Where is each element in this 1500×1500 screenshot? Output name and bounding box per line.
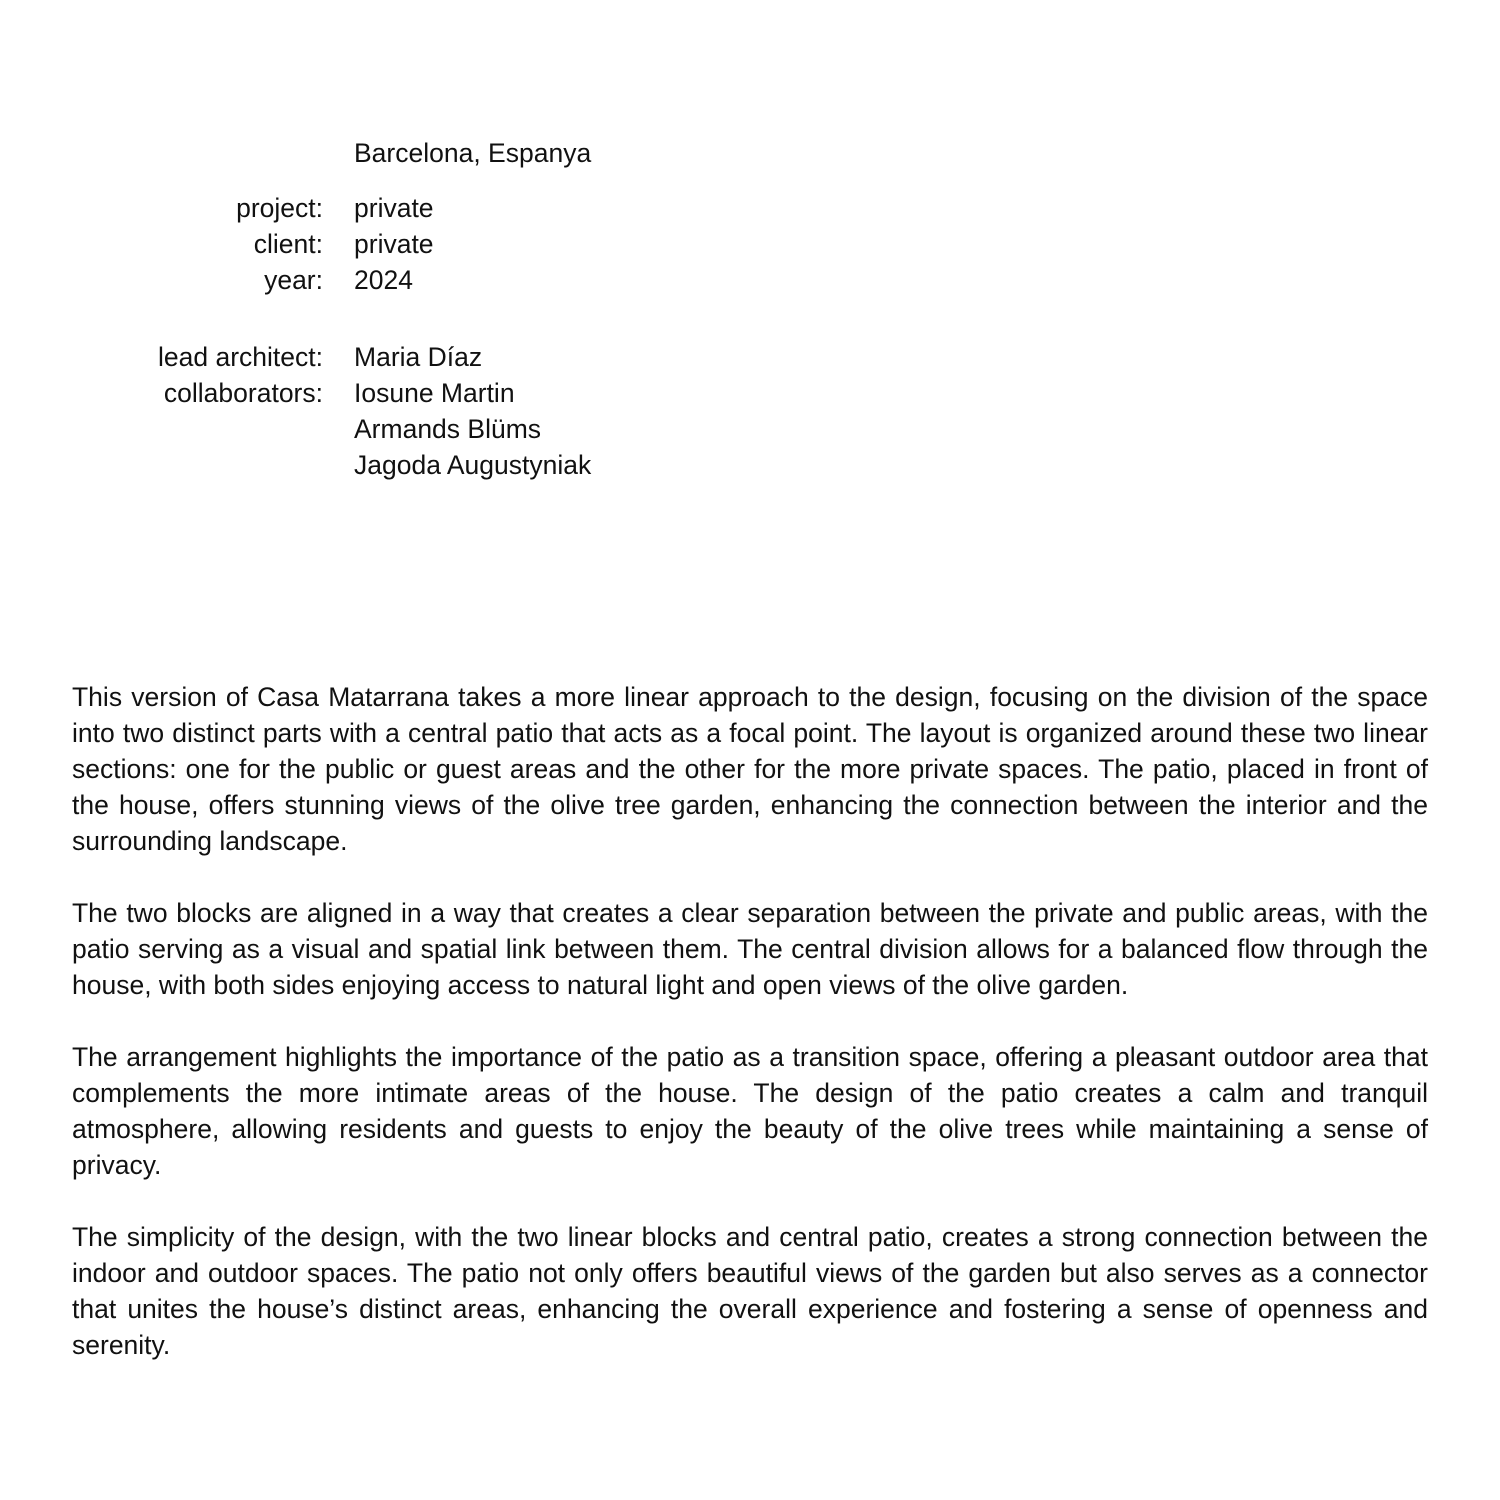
location-row: [0, 135, 1500, 171]
field-row-year: [0, 262, 1500, 298]
description-paragraph: The two blocks are aligned in a way that creates a clear separation between the private and public areas, with the patio serving as a visual and spatial link between them. The central division allows for a balanced flow through the house, with both sides enjoying access to natural light and open views of the olive garden.: [72, 898, 1428, 1000]
team-fields: [0, 339, 1500, 483]
project-description: [72, 679, 1428, 1363]
field-row-collaborators: [0, 375, 1500, 411]
field-value: Armands Blüms: [354, 414, 542, 444]
description-paragraph: This version of Casa Matarrana takes a more linear approach to the design, focusing on the division of the space into two distinct parts with a central patio that acts as a focal point. The layout is organized around these two linear sections: one for the public or guest areas and the other for the more private spaces. The patio, placed in front of the house, offers stunning views of the olive tree garden, enhancing the connection between the interior and the surrounding landscape.: [72, 682, 1428, 856]
description-paragraph: The arrangement highlights the importance of the patio as a transition space, offering a pleasant outdoor area that complements the more intimate areas of the house. The design of the patio creates a calm and tranquil atmosphere, allowing residents and guests to enjoy the beauty of the olive trees while maintaining a sense of privacy.: [72, 1042, 1428, 1180]
project-info-block: [0, 0, 1500, 483]
field-value: private: [354, 193, 434, 223]
field-label: project:: [236, 193, 323, 223]
project-fields: [0, 190, 1500, 298]
field-label: collaborators:: [163, 378, 323, 408]
field-row-collaborator-2: [0, 411, 1500, 447]
field-value: Jagoda Augustyniak: [354, 450, 592, 480]
field-label: lead architect:: [158, 342, 323, 372]
field-row-client: [0, 226, 1500, 262]
field-value: 2024: [354, 265, 413, 295]
location-value: Barcelona, Espanya: [354, 138, 592, 168]
field-value: Maria Díaz: [354, 342, 483, 372]
field-value: private: [354, 229, 434, 259]
description-paragraph: The simplicity of the design, with the two linear blocks and central patio, creates a strong connection between the indoor and outdoor spaces. The patio not only offers beautiful views of the garden but also serves as a connector that unites the house’s distinct areas, enhancing the overall experience and fostering a sense of openness and serenity.: [72, 1222, 1428, 1360]
field-row-project: [0, 190, 1500, 226]
field-value: Iosune Martin: [354, 378, 515, 408]
field-label: year:: [264, 265, 323, 295]
field-row-collaborator-3: [0, 447, 1500, 483]
field-label: client:: [253, 229, 323, 259]
field-row-lead-architect: [0, 339, 1500, 375]
